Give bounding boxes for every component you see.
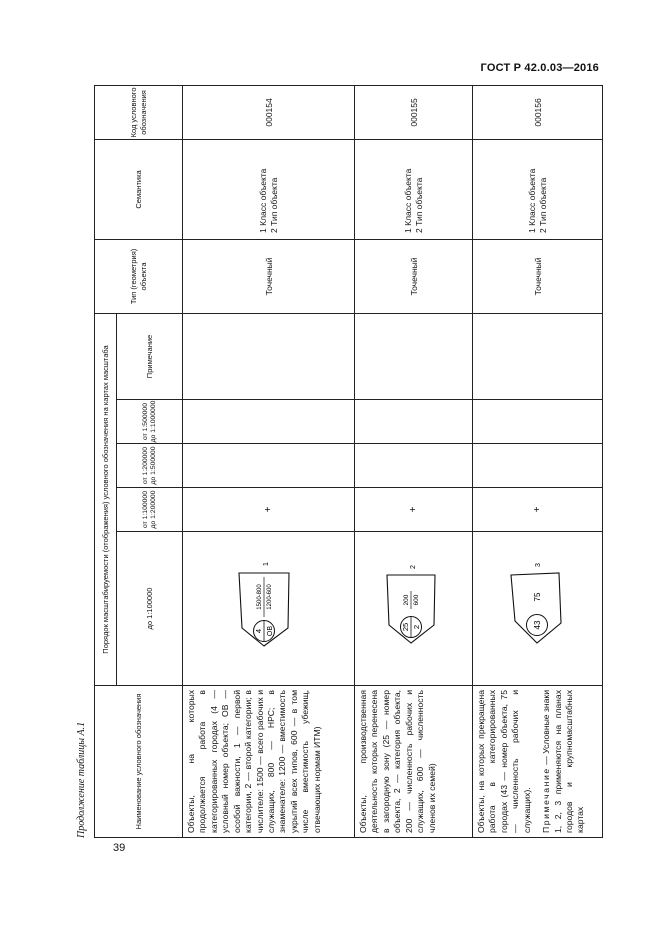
- semantics: 1 Класс объекта 2 Тип объекта: [355, 139, 473, 239]
- symbol-number: 25: [401, 623, 410, 632]
- scale-mark: +: [183, 488, 355, 532]
- hexagon-object-symbol-1: [206, 534, 326, 684]
- hexagon-object-symbol-2: [361, 534, 461, 684]
- col-header-scale-4: от 1:500000 до 1:1000000: [117, 400, 183, 444]
- symbol-cell: [355, 532, 473, 686]
- symbol-numerator: 1500-800: [257, 584, 263, 611]
- note-cell: [355, 313, 473, 399]
- semantics: 1 Класс объекта 2 Тип объекта: [473, 139, 603, 239]
- symbol-cell: [183, 532, 355, 686]
- object-name: Объекты, производственная деятельность которых перенесена в загородную зону (25 — номер объекта, 2 — категория объекта, 200 — численность рабочих и служащих, 600 — численность членов их семей): [355, 686, 473, 838]
- empty-cell: [183, 400, 355, 444]
- symbol-tag: 2: [410, 565, 417, 570]
- object-name: Объекты, на которых продолжается работа в категорированных городах (4 — условный номер объекта; ОВ — особой важности, 1 — первой категории, 2 — второй категории; в числителе: 1500 — всего рабочих и служащих, 800 — НРС; в знаменателе: 1200 — вместимость укрытий всех типов, 600 — в том числе вместимость убежищ, отвечающих нормам ИТМ): [183, 686, 355, 838]
- col-header-name: Наименование условного обозначения: [95, 686, 183, 838]
- table-row: [355, 85, 473, 837]
- semantics: 1 Класс объекта 2 Тип объекта: [183, 139, 355, 239]
- hexagon-object-symbol-3: [485, 534, 585, 684]
- note-text: — Условные знаки 1, 2, 3 применяются на планах городов и крупномасштабных картах: [541, 690, 586, 833]
- table-caption: Продолжение таблицы А.1: [76, 721, 87, 838]
- note-cell: [473, 313, 603, 399]
- symbol-tag: 1: [263, 562, 270, 567]
- symbol-value: 75: [533, 593, 542, 602]
- empty-cell: [473, 400, 603, 444]
- standard-header: ГОСТ Р 42.0.03—2016: [480, 62, 599, 74]
- col-header-scale-3: от 1:200000 до 1:500000: [117, 444, 183, 488]
- symbol-number: 4: [254, 629, 263, 634]
- scale-mark: +: [355, 488, 473, 532]
- col-header-type: Тип (геометрия) объекта: [95, 239, 183, 313]
- col-header-note: Примечание: [117, 313, 183, 399]
- geometry-type: Точечный: [473, 239, 603, 313]
- empty-cell: [183, 444, 355, 488]
- symbols-table: [94, 85, 603, 838]
- col-header-scale-2: от 1:100000 до 1:200000: [117, 488, 183, 532]
- symbol-denominator: 600: [413, 595, 420, 606]
- table-row: [183, 85, 355, 837]
- symbol-code: 000155: [355, 85, 473, 139]
- col-header-code: Код условного обозначения: [95, 85, 183, 139]
- symbol-category: 2: [412, 625, 421, 630]
- symbol-denominator: 1200-600: [267, 584, 273, 611]
- symbol-cell: [473, 532, 603, 686]
- note-label: Примечание: [541, 767, 552, 833]
- empty-cell: [355, 400, 473, 444]
- symbol-numerator: 200: [403, 595, 410, 606]
- note-cell: [183, 313, 355, 399]
- empty-cell: [473, 444, 603, 488]
- symbol-code: 000156: [473, 85, 603, 139]
- symbol-code: 000154: [183, 85, 355, 139]
- scale-mark: +: [473, 488, 603, 532]
- symbol-tag: 3: [535, 563, 542, 568]
- object-name: Объекты, на которых прекращена работа в категорированных городах (43 — номер объекта, 75 — численность рабочих и служащих). Примечание — Условные знаки 1, 2, 3 применяются на планах городов и крупномасштабных картах: [473, 686, 603, 838]
- geometry-type: Точечный: [183, 239, 355, 313]
- symbol-category: ОВ: [267, 626, 274, 637]
- col-header-scale-1: до 1:100000: [117, 532, 183, 686]
- col-header-semantics: Семантика: [95, 139, 183, 239]
- page-number: 39: [113, 842, 126, 854]
- col-header-scale-group: Порядок масштабируемости (отображения) условного обозначения на картах масштаба: [95, 313, 117, 685]
- rotated-table-page: [76, 86, 602, 838]
- symbol-number: 43: [533, 621, 542, 630]
- table-row: [473, 85, 603, 837]
- empty-cell: [355, 444, 473, 488]
- geometry-type: Точечный: [355, 239, 473, 313]
